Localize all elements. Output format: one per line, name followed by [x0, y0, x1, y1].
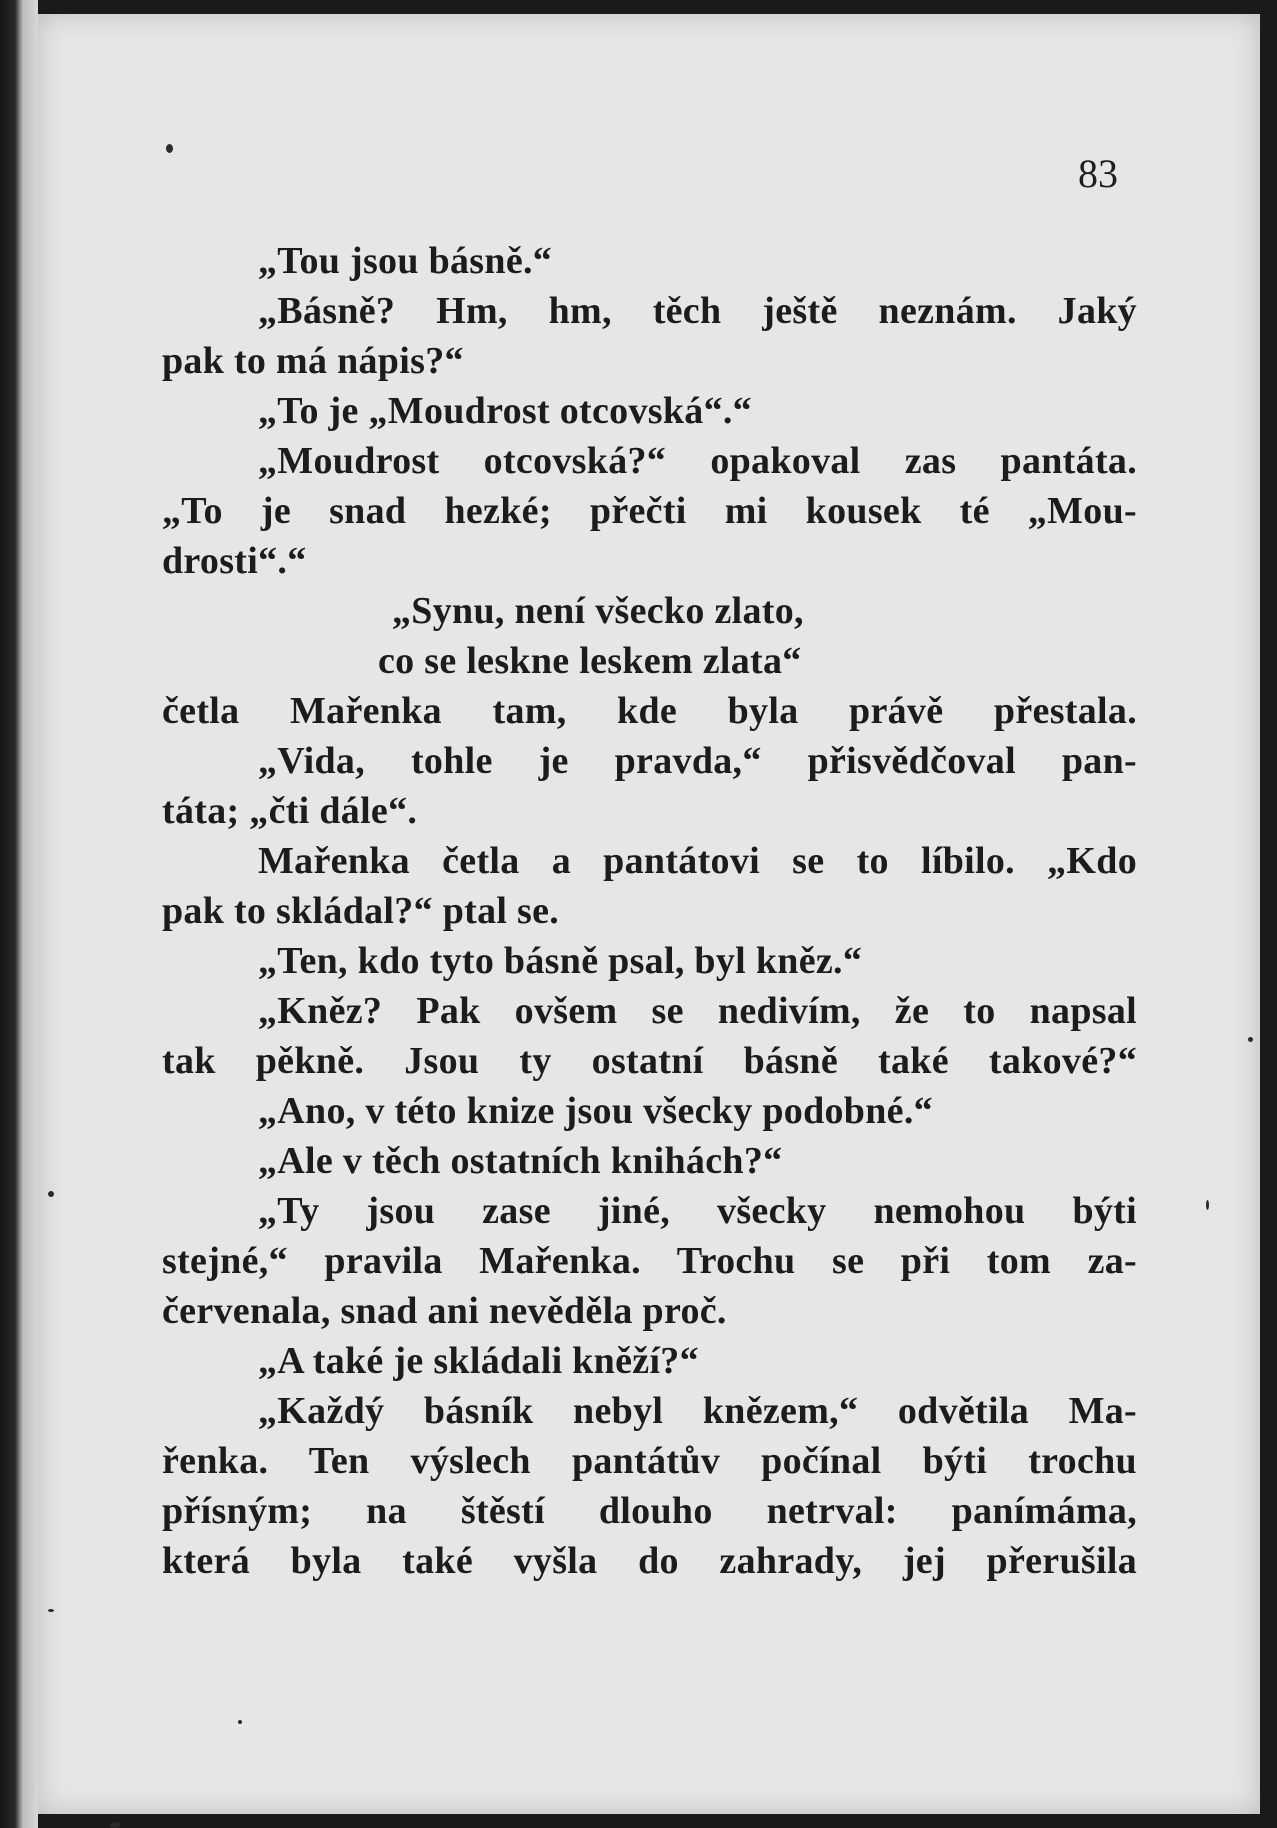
- text-line: „To je snad hezké; přečti mi kousek té „Mou-: [162, 490, 1137, 532]
- text-line: četla Mařenka tam, kde byla právě přestala.: [162, 690, 1137, 732]
- text-line: „Každý básník nebyl knězem,“ odvětila Ma-: [258, 1390, 1137, 1432]
- body-text: [162, 236, 1137, 1586]
- text-line: táta; „čti dále“.: [162, 790, 418, 832]
- verse-line: co se leskne leskem zlata“: [378, 640, 802, 682]
- text-line: „Básně? Hm, hm, těch ještě neznám. Jaký: [258, 290, 1137, 332]
- text-line: stejné,“ pravila Mařenka. Trochu se při tom za-: [162, 1240, 1137, 1282]
- text-line: pak to má nápis?“: [162, 340, 464, 382]
- text-line: řenka. Ten výslech pantátův počínal býti trochu: [162, 1440, 1137, 1482]
- verse-line: „Synu, není všecko zlato,: [392, 590, 804, 632]
- text-line: tak pěkně. Jsou ty ostatní básně také takové?“: [162, 1040, 1137, 1082]
- text-line: „Ty jsou zase jiné, všecky nemohou býti: [258, 1190, 1137, 1232]
- text-line: „Moudrost otcovská?“ opakoval zas pantáta.: [258, 440, 1137, 482]
- scan-speck: [1248, 1037, 1253, 1042]
- scan-speck: [238, 1720, 242, 1724]
- text-line: „Ten, kdo tyto básně psal, byl kněz.“: [258, 940, 863, 982]
- text-line: červenala, snad ani nevěděla proč.: [162, 1290, 727, 1332]
- scan-speck: [1206, 1200, 1209, 1210]
- page-number: 83: [1078, 151, 1118, 196]
- text-line: drosti“.“: [162, 540, 307, 582]
- text-line: „Vida, tohle je pravda,“ přisvědčoval pan-: [258, 740, 1137, 782]
- text-line: pak to skládal?“ ptal se.: [162, 890, 560, 932]
- text-line: Mařenka četla a pantátovi se to líbilo. „Kdo: [258, 840, 1137, 882]
- page-sheet: [38, 14, 1260, 1814]
- scan-speck: [48, 1191, 54, 1197]
- text-line: která byla také vyšla do zahrady, jej přerušila: [162, 1540, 1137, 1582]
- scan-speck: [110, 1822, 120, 1828]
- book-spine-edge: [0, 0, 38, 1828]
- text-line: „A také je skládali kněží?“: [258, 1340, 699, 1382]
- text-line: „To je „Moudrost otcovská“.“: [258, 390, 752, 432]
- text-line: „Tou jsou básně.“: [258, 240, 553, 282]
- text-line: „Ano, v této knize jsou všecky podobné.“: [258, 1090, 933, 1132]
- text-line: přísným; na štěstí dlouho netrval: panímáma,: [162, 1490, 1137, 1532]
- scan-speck: [48, 1609, 54, 1612]
- scan-speck: [166, 144, 173, 153]
- text-line: „Kněz? Pak ovšem se nedivím, že to napsal: [258, 990, 1137, 1032]
- text-line: „Ale v těch ostatních knihách?“: [258, 1140, 783, 1182]
